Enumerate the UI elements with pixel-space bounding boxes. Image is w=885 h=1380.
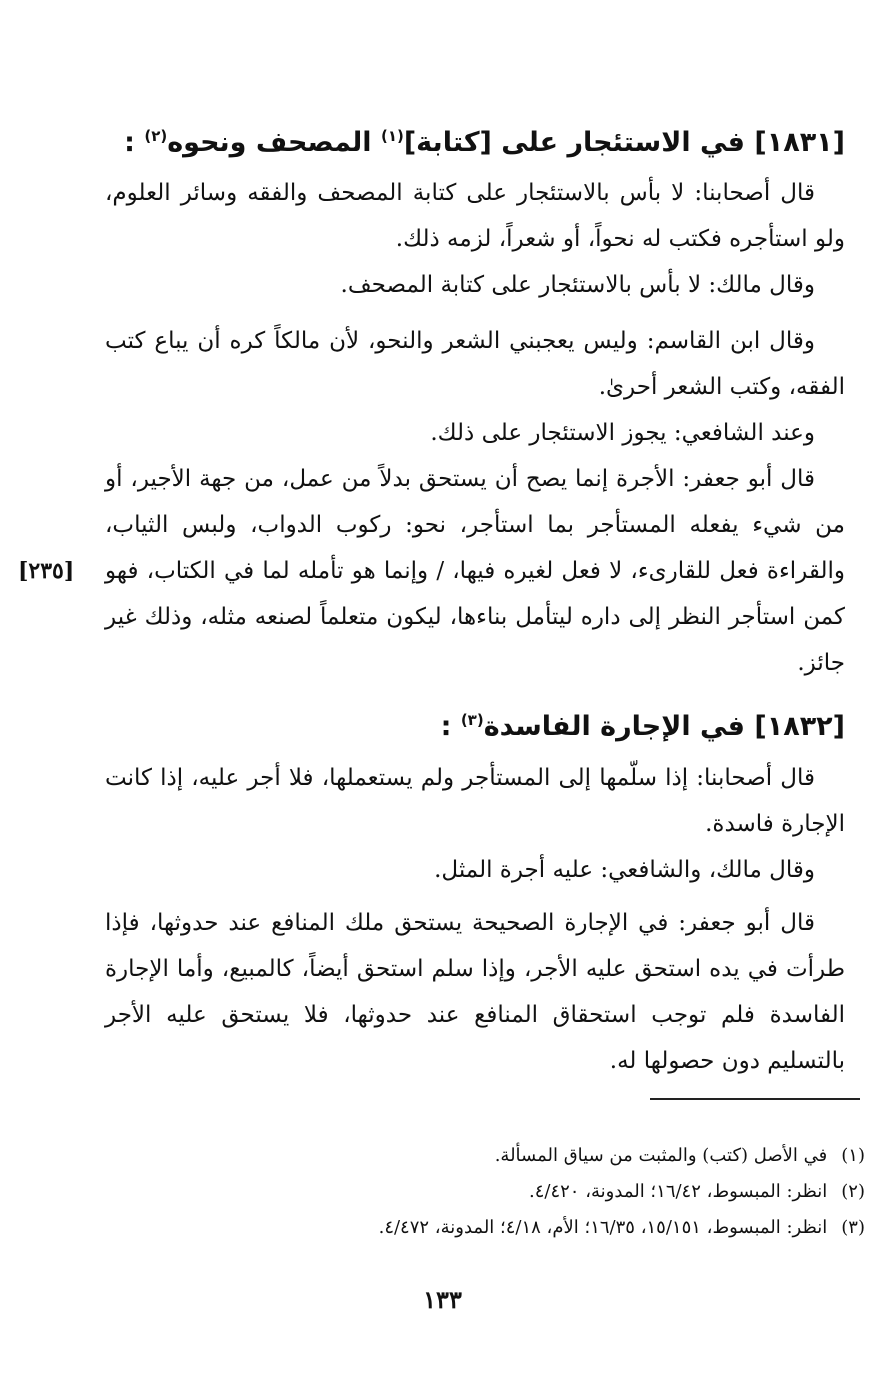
paragraph: وقال ابن القاسم: وليس يعجبني الشعر والنحو، لأن مالكاً كره أن يباع كتب الفقه، وكتب الشعر أحرىٰ.	[105, 328, 845, 400]
section-heading-1832	[105, 700, 845, 747]
footnote-number: (١)	[841, 1145, 865, 1166]
footnote	[495, 1140, 865, 1172]
section-heading-1831	[105, 116, 845, 163]
heading-colon: :	[440, 711, 452, 742]
footnote-text: انظر: المبسوط، ١٥/١٥١، ١٦/٣٥؛ الأم، ٤/١٨؛ المدونة، ٤/٤٧٢.	[378, 1217, 828, 1238]
margin-page-reference: [٢٣٥]	[18, 558, 75, 584]
paragraph: قال أبو جعفر: الأجرة إنما يصح أن يستحق بدلاً من عمل، من جهة الأجير، أو من شيء يفعله المستأجر بما استأجر، نحو: ركوب الدواب، ولبس الثياب، والقراءة فعل للقارىء، لا فعل لغيره فيها، / وإنما هو تأمله لما في الكتاب، فهو كمن استأجر النظر إلى داره ليتأمل بناءها، ليكون متعلماً لصنعه مثله، وذلك غير جائز.	[105, 466, 845, 676]
section-number: [١٨٣٢]	[754, 711, 845, 742]
footnote-separator	[650, 1098, 860, 1100]
footnote-number: (٢)	[841, 1181, 865, 1202]
section-title-rest: المصحف ونحوه	[167, 127, 372, 158]
section-number: [١٨٣١]	[754, 127, 845, 158]
paragraph: قال أبو جعفر: في الإجارة الصحيحة يستحق ملك المنافع عند حدوثها، فإذا طرأت في يده استحق عليه الأجر، وإذا سلم استحق أيضاً، كالمبيع، وأما الإجارة الفاسدة فلم توجب استحقاق المنافع عند حدوثها، فلا يستحق عليه الأجر بالتسليم دون حصولها له.	[105, 910, 845, 1074]
footnote-marker: (١)	[380, 127, 404, 145]
section-title: في الاستئجار على [كتابة]	[403, 127, 745, 158]
footnote-text: انظر: المبسوط، ١٦/٤٢؛ المدونة، ٤/٤٢٠.	[529, 1181, 828, 1202]
paragraph: وعند الشافعي: يجوز الاستئجار على ذلك.	[430, 420, 815, 446]
page-number: ١٣٣	[423, 1285, 462, 1314]
footnote	[529, 1176, 865, 1208]
paragraph: قال أصحابنا: إذا سلّمها إلى المستأجر ولم يستعملها، فلا أجر عليه، إذا كانت الإجارة فاسدة.	[105, 765, 845, 837]
footnote-marker: (٢)	[144, 127, 168, 145]
paragraph: قال أصحابنا: لا بأس بالاستئجار على كتابة المصحف والفقه وسائر العلوم، ولو استأجره فكتب له نحواً، أو شعراً، لزمه ذلك.	[105, 180, 845, 252]
footnote	[379, 1212, 865, 1244]
footnote-text: في الأصل (كتب) والمثبت من سياق المسألة.	[494, 1145, 828, 1166]
paragraph: وقال مالك: لا بأس بالاستئجار على كتابة المصحف.	[340, 272, 815, 298]
footnote-marker: (٣)	[460, 711, 484, 729]
paragraph: وقال مالك، والشافعي: عليه أجرة المثل.	[434, 857, 815, 883]
section-title: في الإجارة الفاسدة	[483, 711, 745, 742]
heading-colon: :	[124, 127, 135, 158]
footnote-number: (٣)	[841, 1217, 865, 1238]
